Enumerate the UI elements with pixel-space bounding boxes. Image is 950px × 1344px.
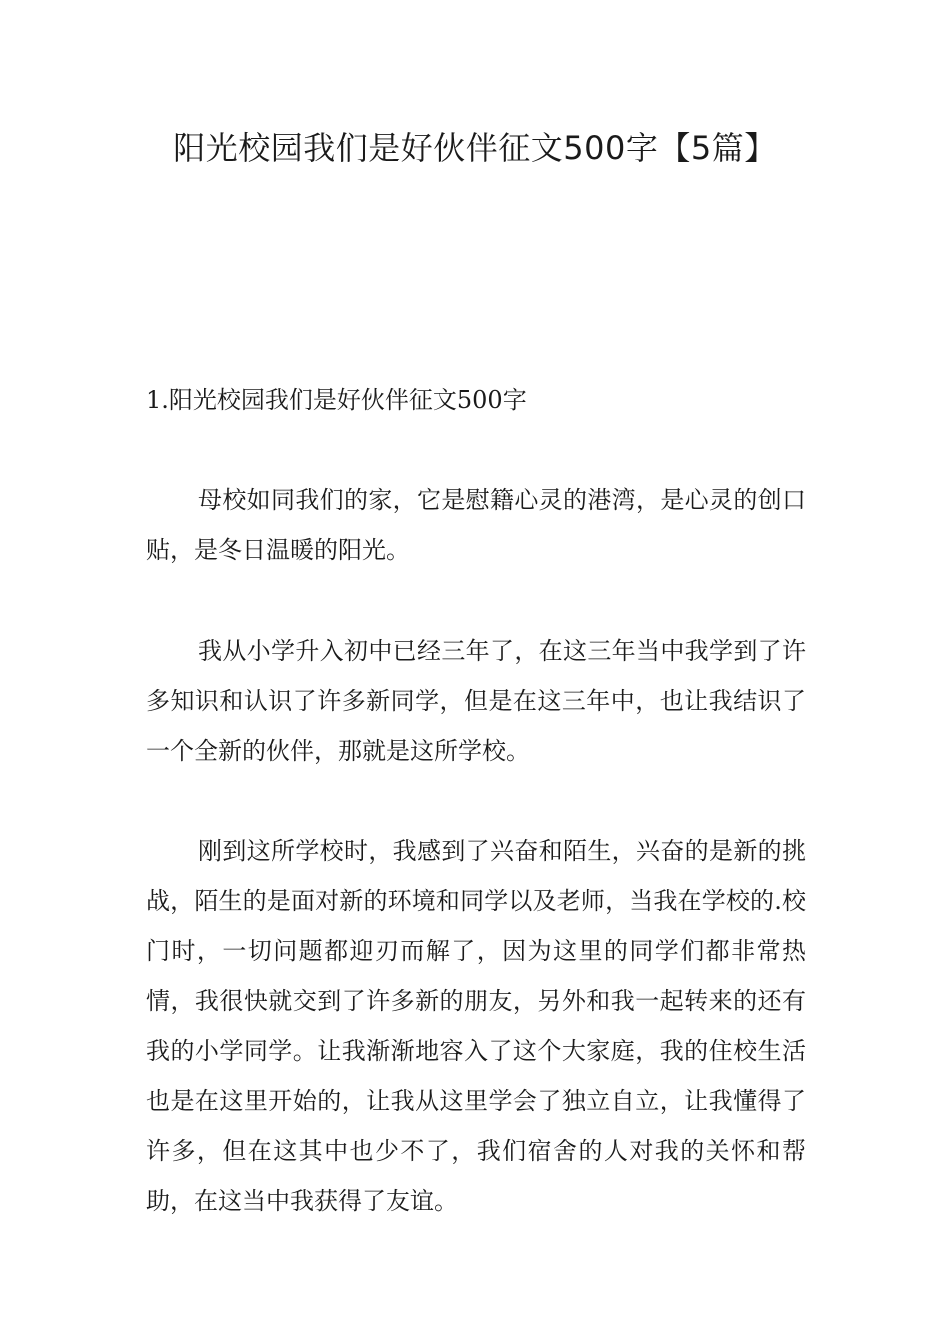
document-title: 阳光校园我们是好伙伴征文500字【5篇】 (173, 129, 777, 167)
section-heading: 1.阳光校园我们是好伙伴征文500字 (146, 386, 527, 414)
paragraph: 刚到这所学校时，我感到了兴奋和陌生，兴奋的是新的挑战，陌生的是面对新的环境和同学以及老师，当我在学校的.校门时，一切问题都迎刃而解了，因为这里的同学们都非常热情，我很快就交到了许多新的朋友，另外和我一起转来的还有我的小学同学。让我渐渐地容入了这个大家庭，我的住校生活也是在这里开始的，让我从这里学会了独立自立，让我懂得了许多，但在这其中也少不了，我们宿舍的人对我的关怀和帮助，在这当中我获得了友谊。 (146, 837, 806, 1215)
paragraph: 母校如同我们的家，它是慰籍心灵的港湾，是心灵的创口贴，是冬日温暖的阳光。 (146, 486, 806, 564)
paragraph: 我从小学升入初中已经三年了，在这三年当中我学到了许多知识和认识了许多新同学，但是在这三年中，也让我结识了一个全新的伙伴，那就是这所学校。 (146, 637, 806, 765)
